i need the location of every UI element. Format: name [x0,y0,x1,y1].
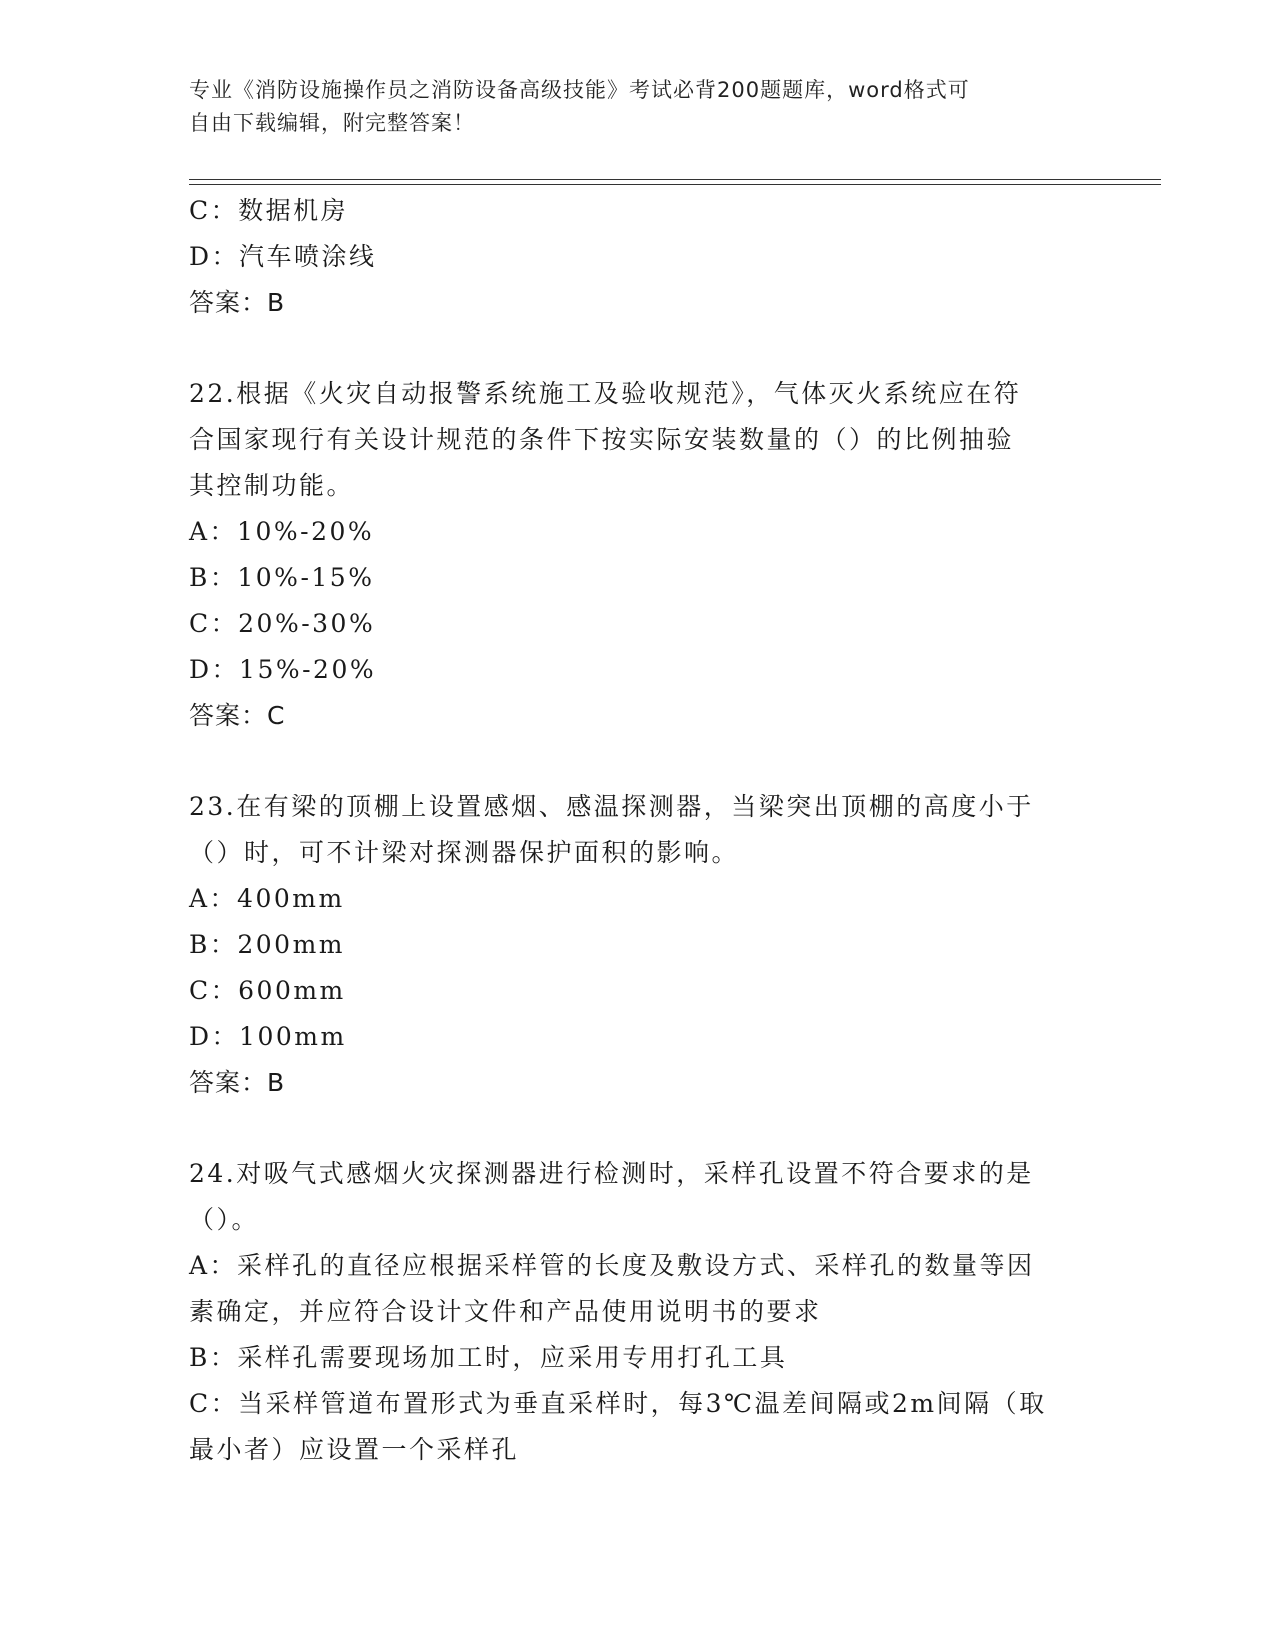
spacer [189,1106,1089,1151]
question-stem-line: （）时，可不计梁对探测器保护面积的影响。 [189,838,740,867]
option-a-continued: 素确定，并应符合设计文件和产品使用说明书的要求 [189,1297,822,1326]
option-c: C：当采样管道布置形式为垂直采样时，每3℃温差间隔或2m间隔（取 [189,1389,1047,1418]
question-stem-line: 23.在有梁的顶棚上设置感烟、感温探测器，当梁突出顶棚的高度小于 [189,792,1034,821]
option-b: B：200mm [189,930,346,959]
option-c: C：600mm [189,976,346,1005]
option-d: D：100mm [189,1022,347,1051]
question-22 [189,371,1089,739]
option-a: A：400mm [189,884,345,913]
answer-line: 答案：C [189,701,286,730]
answer-line: 答案：B [189,1068,286,1097]
option-d: D：15%-20% [189,655,377,684]
option-b: B：采样孔需要现场加工时，应采用专用打孔工具 [189,1343,788,1372]
option-d: D：汽车喷涂线 [189,242,377,271]
question-24 [189,1151,1089,1473]
option-c: C：数据机房 [189,196,349,225]
question-21-tail [189,188,1089,326]
header-divider-bottom [189,184,1161,185]
question-stem-line: 其控制功能。 [189,471,355,500]
header-line-1: 专业《消防设施操作员之消防设备高级技能》考试必背200题题库，word格式可 [189,78,970,102]
header-divider-top [189,179,1161,180]
question-stem-line: 22.根据《火灾自动报警系统施工及验收规范》，气体灭火系统应在符 [189,379,1022,408]
document-body [189,188,1089,1473]
header-line-2: 自由下载编辑，附完整答案！ [189,111,475,135]
question-stem-line: 合国家现行有关设计规范的条件下按实际安装数量的（）的比例抽验 [189,425,1015,454]
question-23 [189,784,1089,1106]
spacer [189,739,1089,784]
question-stem-line: （）。 [189,1205,260,1234]
question-stem-line: 24.对吸气式感烟火灾探测器进行检测时，采样孔设置不符合要求的是 [189,1159,1034,1188]
document-header [189,74,1069,140]
option-a: A：采样孔的直径应根据采样管的长度及敷设方式、采样孔的数量等因 [189,1251,1035,1280]
option-b: B：10%-15% [189,563,375,592]
option-c: C：20%-30% [189,609,376,638]
option-a: A：10%-20% [189,517,375,546]
option-c-continued: 最小者）应设置一个采样孔 [189,1435,520,1464]
spacer [189,326,1089,371]
answer-line: 答案：B [189,288,286,317]
